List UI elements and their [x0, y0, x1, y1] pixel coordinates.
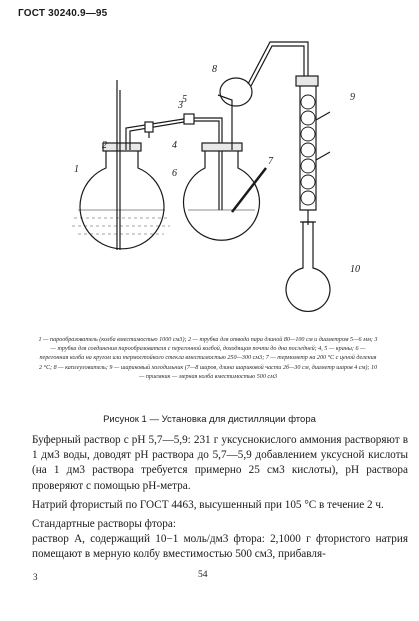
paragraph-standard-solutions: Стандартные растворы фтора: — [32, 518, 176, 531]
page-number: 54 — [198, 570, 208, 580]
label-3: 3 — [178, 100, 183, 111]
label-6: 6 — [172, 168, 177, 179]
figure-caption: Рисунок 1 — Установка для дистилляции фтора — [103, 414, 316, 425]
paragraph-solution-a: раствор А, содержащий 10−1 моль/дм3 фтора: 2,1000 г фтористого натрия помещают в мерную колбу вместимостью 500 см3, прибавля- — [32, 533, 408, 561]
label-5: 5 — [182, 94, 187, 105]
footer-left-number: 3 — [33, 572, 38, 582]
body-text — [32, 433, 408, 563]
receiver-flask — [286, 222, 330, 311]
valve-5 — [184, 114, 194, 124]
thermometer — [232, 168, 266, 212]
label-4: 4 — [172, 140, 177, 151]
standard-header: ГОСТ 30240.9—95 — [18, 8, 108, 19]
connecting-tube — [126, 118, 222, 210]
valve-4 — [145, 122, 153, 132]
label-7: 7 — [268, 156, 273, 167]
figure-legend: 1 — парообразователь (колба вместимостью 1000 см3); 2 — трубка для отвода пара длиной 80—100 см и диаметром 5—6 мм; 3 — трубка для соединения парообразователя с перегонной колбой, доходящая почти до дна последней; 4, 5 — краны; 6 — перегонная колба на кругом или термостойкого стекла вместимостью 250—300 см3; 7 — термометр на 200 °С с ценой деления 2 °С; 8 — каплеуловитель; 9 — шариковый холодильник (7—8 шаров, длина шариковой части 2б—30 см, диаметр шаров 4 см); 10 — приемник — мерная колба вместимостью 500 см3 — [38, 337, 378, 380]
droplet-catcher — [220, 78, 252, 106]
label-1: 1 — [74, 164, 79, 175]
label-2: 2 — [102, 140, 107, 151]
paragraph-buffer: Буферный раствор с рН 5,7—5,9: 231 г уксуснокислого аммония растворяют в 1 дм3 воды, доводят рН раствора до 5,7—5,9 добавлением уксусной кислоты (на 1 дм3 раствора требуется примерно 25 см3 кислоты), рН раствора проверяют с помощью рН-метра. — [32, 434, 408, 492]
label-8: 8 — [212, 64, 217, 75]
paragraph-sodium-fluoride: Натрий фтористый по ГОСТ 4463, высушенный при 105 °С в течение 2 ч. — [32, 498, 384, 511]
label-10: 10 — [350, 264, 360, 275]
label-9: 9 — [350, 92, 355, 103]
